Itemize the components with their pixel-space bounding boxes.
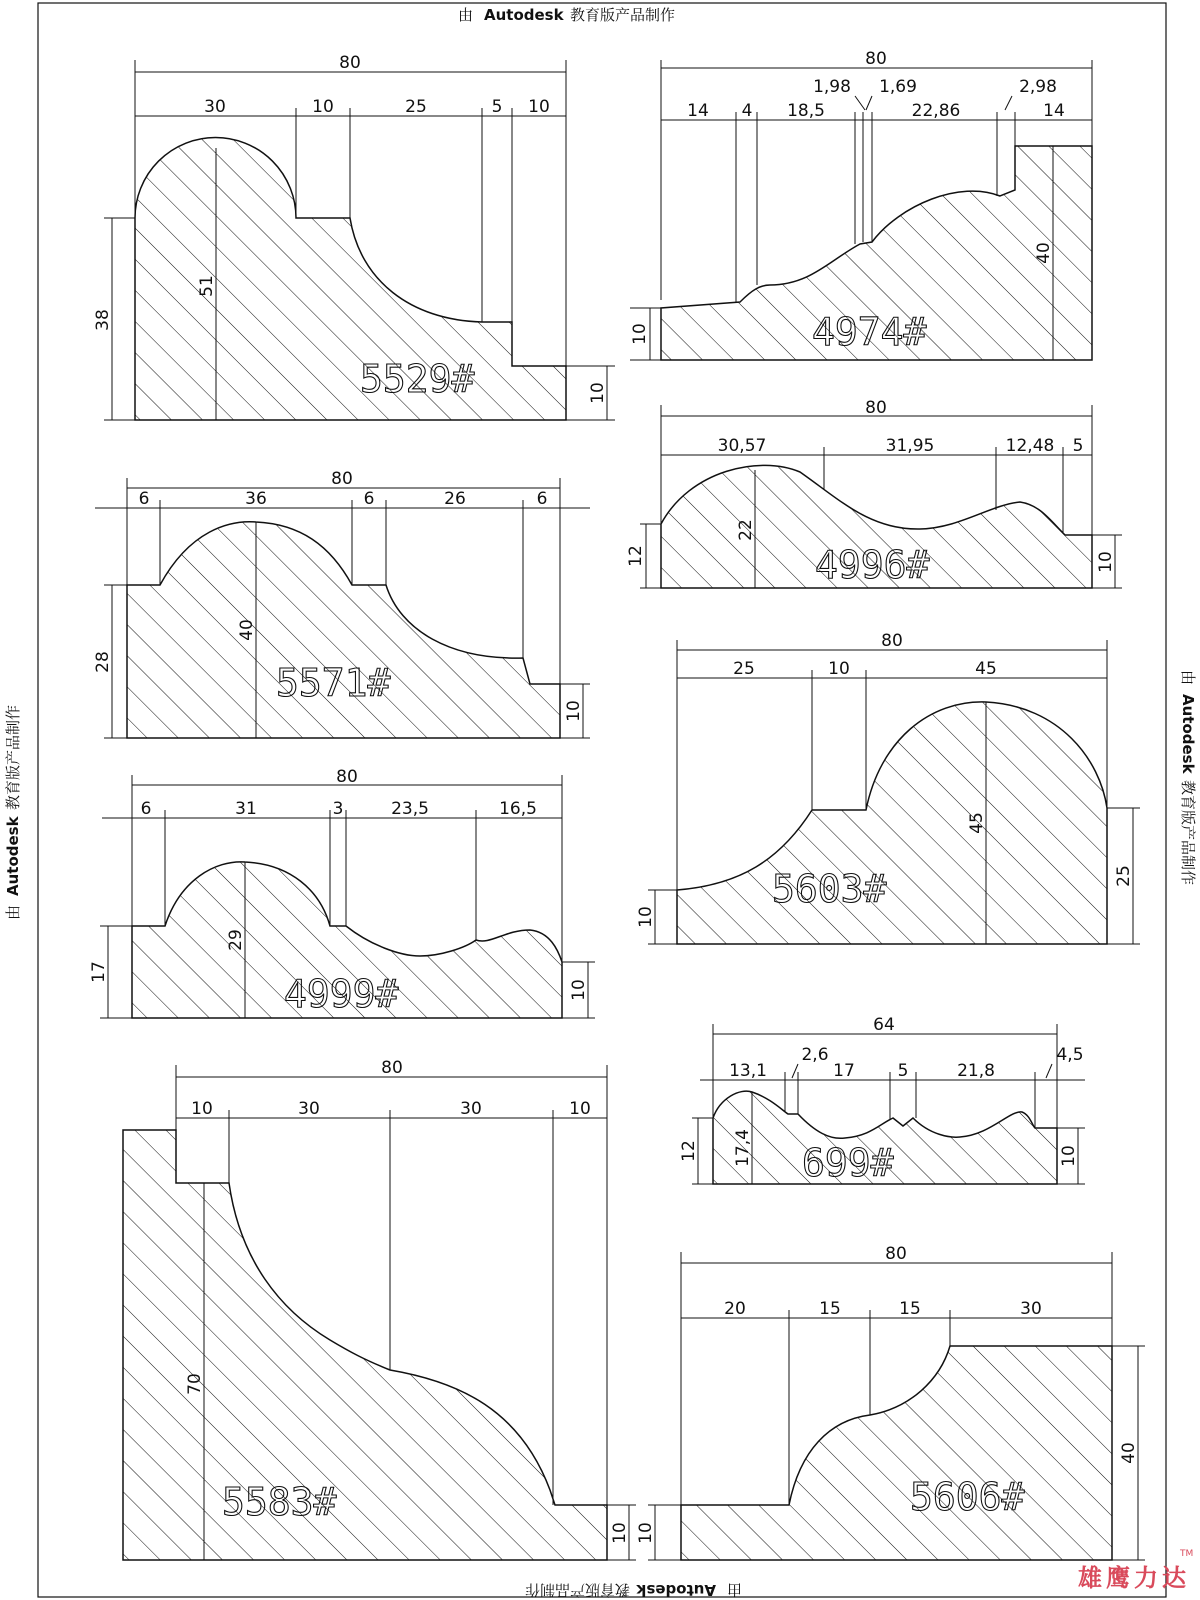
dim-text: 22: [736, 519, 756, 541]
dim-text: 1,69: [879, 77, 917, 97]
dim-text: 30: [204, 97, 226, 117]
profile-4996: [626, 398, 1122, 588]
dim-text: 17: [89, 961, 109, 983]
dim-text: 6: [536, 489, 548, 509]
watermark-right: [1179, 670, 1197, 885]
dim-text: 10: [588, 382, 608, 404]
watermark-bottom: [525, 1581, 742, 1599]
dim-text: 80: [881, 631, 903, 651]
watermark-left: [4, 705, 22, 920]
dim-text: 22,86: [911, 101, 961, 121]
dim-text: 80: [339, 53, 361, 73]
dim-text: 14: [687, 101, 709, 121]
model-label: 5529#: [360, 357, 475, 401]
svg-text:雄鹰力达: 雄鹰力达: [1078, 1563, 1190, 1592]
dim-text: 15: [899, 1299, 921, 1319]
svg-text:教育版产品制作: 教育版产品制作: [4, 704, 22, 810]
dim-text: 10: [569, 979, 589, 1001]
dim-text: 12: [626, 545, 646, 567]
dim-text: 70: [185, 1373, 205, 1395]
dim-text: 12: [679, 1140, 699, 1162]
svg-text:TM: TM: [1180, 1549, 1194, 1559]
dim-text: 17: [833, 1061, 855, 1081]
dim-text: 10: [630, 323, 650, 345]
svg-text:教育版产品制作: 教育版产品制作: [524, 1581, 630, 1599]
svg-text:由: 由: [1179, 670, 1197, 686]
profile-4974: [630, 49, 1092, 360]
profile-5603: [636, 631, 1140, 944]
dim-text: 5: [897, 1061, 909, 1081]
dim-text: 10: [1059, 1145, 1079, 1167]
dim-text: 10: [569, 1099, 591, 1119]
dim-text: 36: [245, 489, 267, 509]
dim-text: 26: [444, 489, 466, 509]
dim-text: 18,5: [787, 101, 825, 121]
svg-text:由: 由: [726, 1581, 742, 1599]
dim-text: 10: [636, 1522, 656, 1544]
dim-text: 4: [741, 101, 753, 121]
dim-text: 1,98: [813, 77, 851, 97]
svg-text:Autodesk: Autodesk: [1179, 694, 1197, 774]
dim-text: 25: [405, 97, 427, 117]
dim-text: 28: [93, 651, 113, 673]
dim-text: 10: [636, 906, 656, 928]
dim-text: 64: [873, 1015, 895, 1035]
dim-text: 80: [865, 49, 887, 69]
dim-text: 40: [237, 619, 257, 641]
dim-text: 6: [363, 489, 375, 509]
dim-text: 31,95: [885, 436, 935, 456]
dim-text: 10: [191, 1099, 213, 1119]
dim-text: 6: [140, 799, 152, 819]
svg-text:教育版产品制作: 教育版产品制作: [1179, 780, 1197, 886]
model-label: 4974#: [812, 310, 927, 354]
watermark-top: [458, 6, 675, 24]
dim-text: 3: [332, 799, 344, 819]
profile-5571: [93, 469, 590, 738]
profile-5529: [93, 53, 615, 420]
dim-text: 13,1: [729, 1061, 767, 1081]
dim-text: 12,48: [1005, 436, 1055, 456]
svg-text:教育版产品制作: 教育版产品制作: [570, 6, 676, 24]
dim-text: 10: [610, 1522, 630, 1544]
model-label: 699#: [802, 1141, 894, 1185]
dim-text: 31: [235, 799, 257, 819]
dim-text: 80: [336, 767, 358, 787]
profile-5583: [123, 1058, 636, 1560]
dim-text: 45: [975, 659, 997, 679]
svg-text:由: 由: [4, 904, 22, 920]
dim-text: 15: [819, 1299, 841, 1319]
dim-text: 14: [1043, 101, 1065, 121]
dim-text: 80: [331, 469, 353, 489]
dim-text: 80: [865, 398, 887, 418]
profile-4999: [89, 767, 595, 1018]
dim-text: 30: [298, 1099, 320, 1119]
dim-text: 16,5: [499, 799, 537, 819]
dim-text: 30,57: [717, 436, 767, 456]
dim-text: 4,5: [1056, 1045, 1084, 1065]
dim-text: 25: [733, 659, 755, 679]
dim-text: 20: [724, 1299, 746, 1319]
dim-text: 10: [564, 700, 584, 722]
dim-text: 51: [197, 275, 217, 297]
dim-text: 38: [93, 309, 113, 331]
dim-text: 10: [312, 97, 334, 117]
dim-text: 29: [226, 929, 246, 951]
dim-text: 6: [138, 489, 150, 509]
dim-text: 10: [528, 97, 550, 117]
dim-text: 21,8: [957, 1061, 995, 1081]
svg-text:由: 由: [458, 6, 474, 24]
profile-5606: [636, 1244, 1145, 1560]
dim-text: 10: [828, 659, 850, 679]
dim-text: 2,98: [1019, 77, 1057, 97]
profile-699: [679, 1015, 1085, 1185]
model-label: 5571#: [276, 661, 391, 705]
model-label: 5603#: [772, 867, 887, 911]
dim-text: 5: [1072, 436, 1084, 456]
dim-text: 17,4: [733, 1129, 753, 1167]
dim-text: 40: [1119, 1442, 1139, 1464]
svg-text:Autodesk: Autodesk: [484, 6, 564, 24]
dim-text: 5: [491, 97, 503, 117]
svg-text:Autodesk: Autodesk: [4, 816, 22, 896]
model-label: 5583#: [222, 1480, 337, 1524]
dim-text: 80: [381, 1058, 403, 1078]
dim-text: 10: [1096, 551, 1116, 573]
dim-text: 40: [1034, 242, 1054, 264]
dim-text: 45: [967, 812, 987, 834]
dim-text: 23,5: [391, 799, 429, 819]
svg-text:Autodesk: Autodesk: [636, 1581, 716, 1599]
dim-text: 30: [1020, 1299, 1042, 1319]
dim-text: 80: [885, 1244, 907, 1264]
model-label: 4999#: [284, 972, 399, 1016]
dim-text: 25: [1114, 865, 1134, 887]
dim-text: 2,6: [801, 1045, 829, 1065]
dim-text: 30: [460, 1099, 482, 1119]
model-label: 4996#: [815, 543, 930, 587]
model-label: 5606#: [910, 1475, 1025, 1519]
